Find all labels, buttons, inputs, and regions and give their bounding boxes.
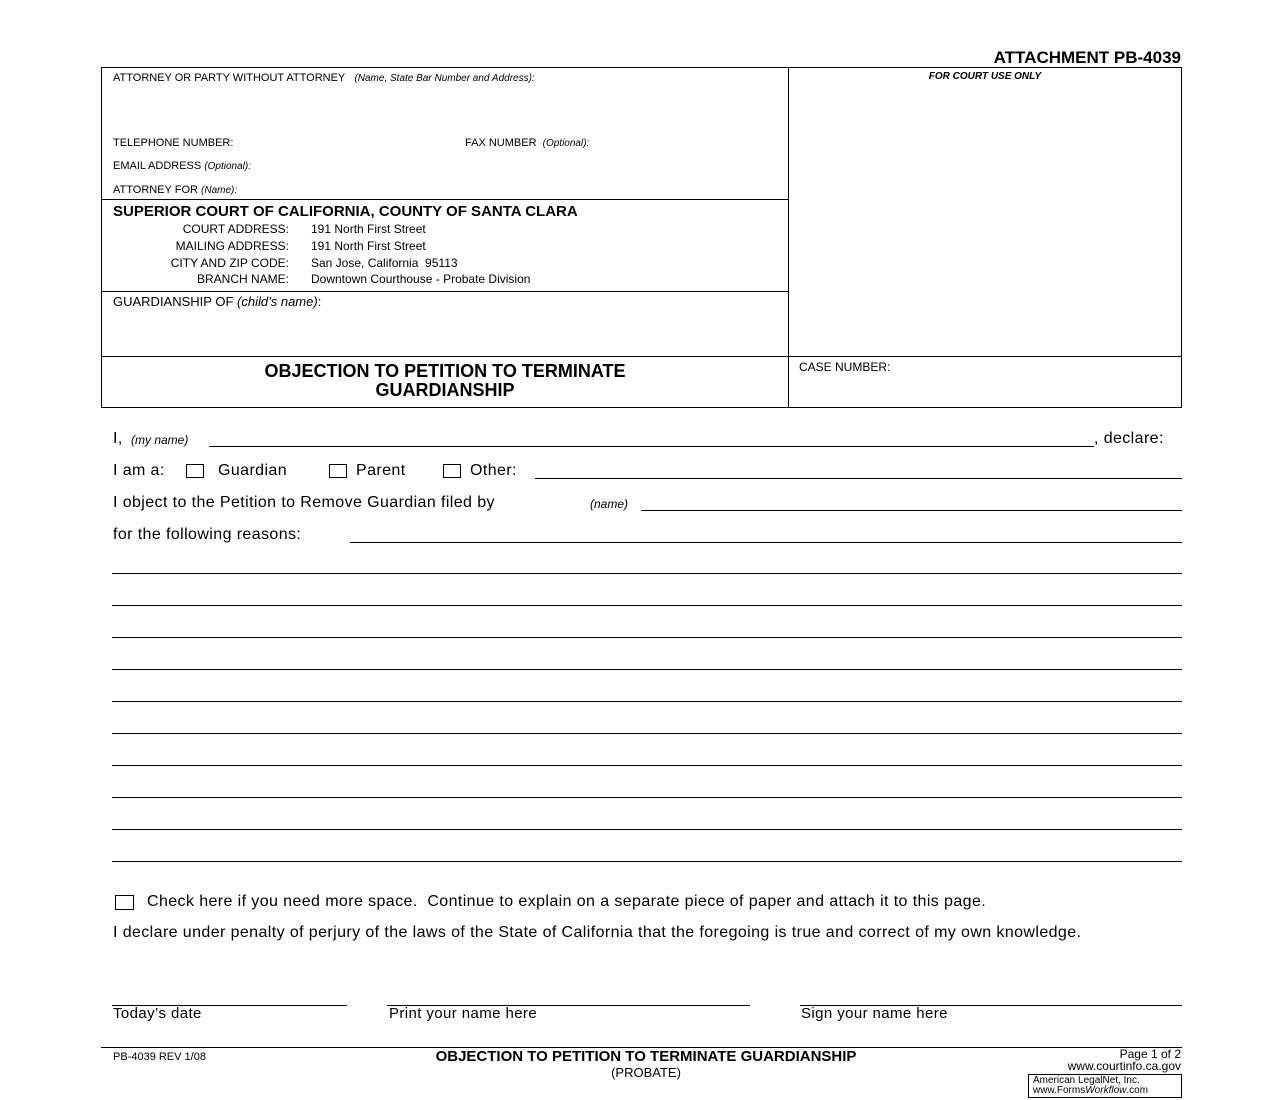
print-name-label: Print your name here [389, 1005, 538, 1022]
telephone-field[interactable] [255, 134, 445, 150]
email-label-text: EMAIL ADDRESS [113, 160, 202, 172]
email-hint: (Optional): [204, 161, 251, 172]
guardianship-label [113, 294, 321, 309]
court-address-value: 191 North First Street [311, 222, 426, 236]
fax-hint: (Optional): [542, 138, 590, 149]
legalnet-line2-suffix: .com [1126, 1085, 1149, 1096]
reason-line[interactable] [112, 829, 1182, 830]
footer-website[interactable]: www.courtinfo.ca.gov [1067, 1059, 1181, 1073]
legalnet-line2-prefix: www.Forms [1033, 1085, 1086, 1096]
fax-label-text: FAX NUMBER [465, 137, 537, 149]
court-title: SUPERIOR COURT OF CALIFORNIA, COUNTY OF SANTA CLARA [113, 203, 578, 220]
guardianship-colon: : [317, 294, 322, 309]
guardian-checkbox[interactable] [186, 464, 204, 478]
form-title-line2: GUARDIANSHIP [375, 380, 515, 400]
reasons-label: for the following reasons: [113, 526, 302, 543]
reason-line[interactable] [112, 573, 1182, 574]
reason-line[interactable] [112, 797, 1182, 798]
email-label [113, 160, 251, 172]
sign-name-label: Sign your name here [801, 1005, 948, 1022]
guardianship-label-text: GUARDIANSHIP OF [113, 294, 234, 309]
mailing-address-label: MAILING ADDRESS: [175, 239, 289, 253]
guardian-label: Guardian [218, 462, 288, 479]
legalnet-line2[interactable] [1033, 1085, 1148, 1096]
mailing-address-value: 191 North First Street [311, 239, 426, 253]
i-am-label: I am a: [113, 462, 165, 479]
fax-label [465, 137, 589, 149]
reason-line[interactable] [112, 701, 1182, 702]
date-label: Today’s date [113, 1005, 202, 1022]
branch-label: BRANCH NAME: [196, 272, 289, 286]
i-label: I, [113, 430, 123, 447]
legalnet-line1: American LegalNet, Inc. [1033, 1075, 1140, 1086]
court-use-box [788, 67, 1182, 357]
filed-by-field[interactable] [641, 494, 1182, 511]
guardianship-hint: (child’s name) [237, 294, 318, 309]
more-space-checkbox[interactable] [115, 895, 134, 910]
attorney-for-label-text: ATTORNEY FOR [113, 184, 198, 196]
attorney-box [101, 67, 789, 200]
object-label: I object to the Petition to Remove Guardian filed by [113, 494, 495, 511]
attorney-name-field[interactable] [113, 92, 773, 108]
reason-line[interactable] [112, 605, 1182, 606]
other-label: Other: [470, 462, 517, 479]
city-zip-label: CITY AND ZIP CODE: [170, 256, 289, 270]
filed-by-hint: (name) [590, 497, 629, 511]
attorney-for-label [113, 184, 237, 196]
footer-form-id: PB-4039 REV 1/08 [113, 1051, 206, 1063]
my-name-hint: (my name) [131, 433, 189, 447]
court-use-label: FOR COURT USE ONLY [928, 71, 1042, 82]
branch-value: Downtown Courthouse - Probate Division [311, 272, 531, 286]
case-number-field[interactable] [799, 380, 1169, 396]
other-checkbox[interactable] [443, 464, 461, 478]
footer-subtitle: (PROBATE) [611, 1065, 681, 1080]
reason-line[interactable] [112, 669, 1182, 670]
child-name-field[interactable] [113, 318, 773, 334]
attorney-hint: (Name, State Bar Number and Address): [354, 73, 535, 84]
perjury-statement: I declare under penalty of perjury of the laws of the State of California that the foregoing is true and correct of my own knowledge. [113, 924, 1082, 941]
reason-line[interactable] [112, 861, 1182, 862]
court-address-label: COURT ADDRESS: [182, 222, 289, 236]
telephone-label: TELEPHONE NUMBER: [113, 137, 234, 149]
reasons-field-first[interactable] [350, 526, 1182, 543]
attorney-for-hint: (Name): [201, 185, 238, 196]
attorney-label [113, 72, 535, 84]
attachment-label: ATTACHMENT PB-4039 [993, 48, 1181, 67]
more-space-label: Check here if you need more space. Continue to explain on a separate piece of paper and attach it to this page. [147, 893, 987, 910]
reason-line[interactable] [112, 637, 1182, 638]
footer-title: OBJECTION TO PETITION TO TERMINATE GUARDIANSHIP [435, 1048, 857, 1065]
footer-page: Page 1 of 2 [1119, 1047, 1181, 1061]
attorney-label-text: ATTORNEY OR PARTY WITHOUT ATTORNEY [113, 72, 346, 84]
declare-label: , declare: [1094, 430, 1164, 447]
city-zip-value: San Jose, California 95113 [311, 256, 458, 270]
reason-line[interactable] [112, 733, 1182, 734]
my-name-field[interactable] [209, 430, 1094, 447]
legalnet-line2-italic: Workflow [1085, 1085, 1127, 1096]
other-field[interactable] [535, 462, 1182, 479]
parent-label: Parent [356, 462, 406, 479]
case-number-label: CASE NUMBER: [799, 360, 891, 374]
reason-line[interactable] [112, 765, 1182, 766]
form-title [101, 362, 789, 400]
parent-checkbox[interactable] [329, 464, 347, 478]
form-title-line1: OBJECTION TO PETITION TO TERMINATE [264, 361, 626, 381]
